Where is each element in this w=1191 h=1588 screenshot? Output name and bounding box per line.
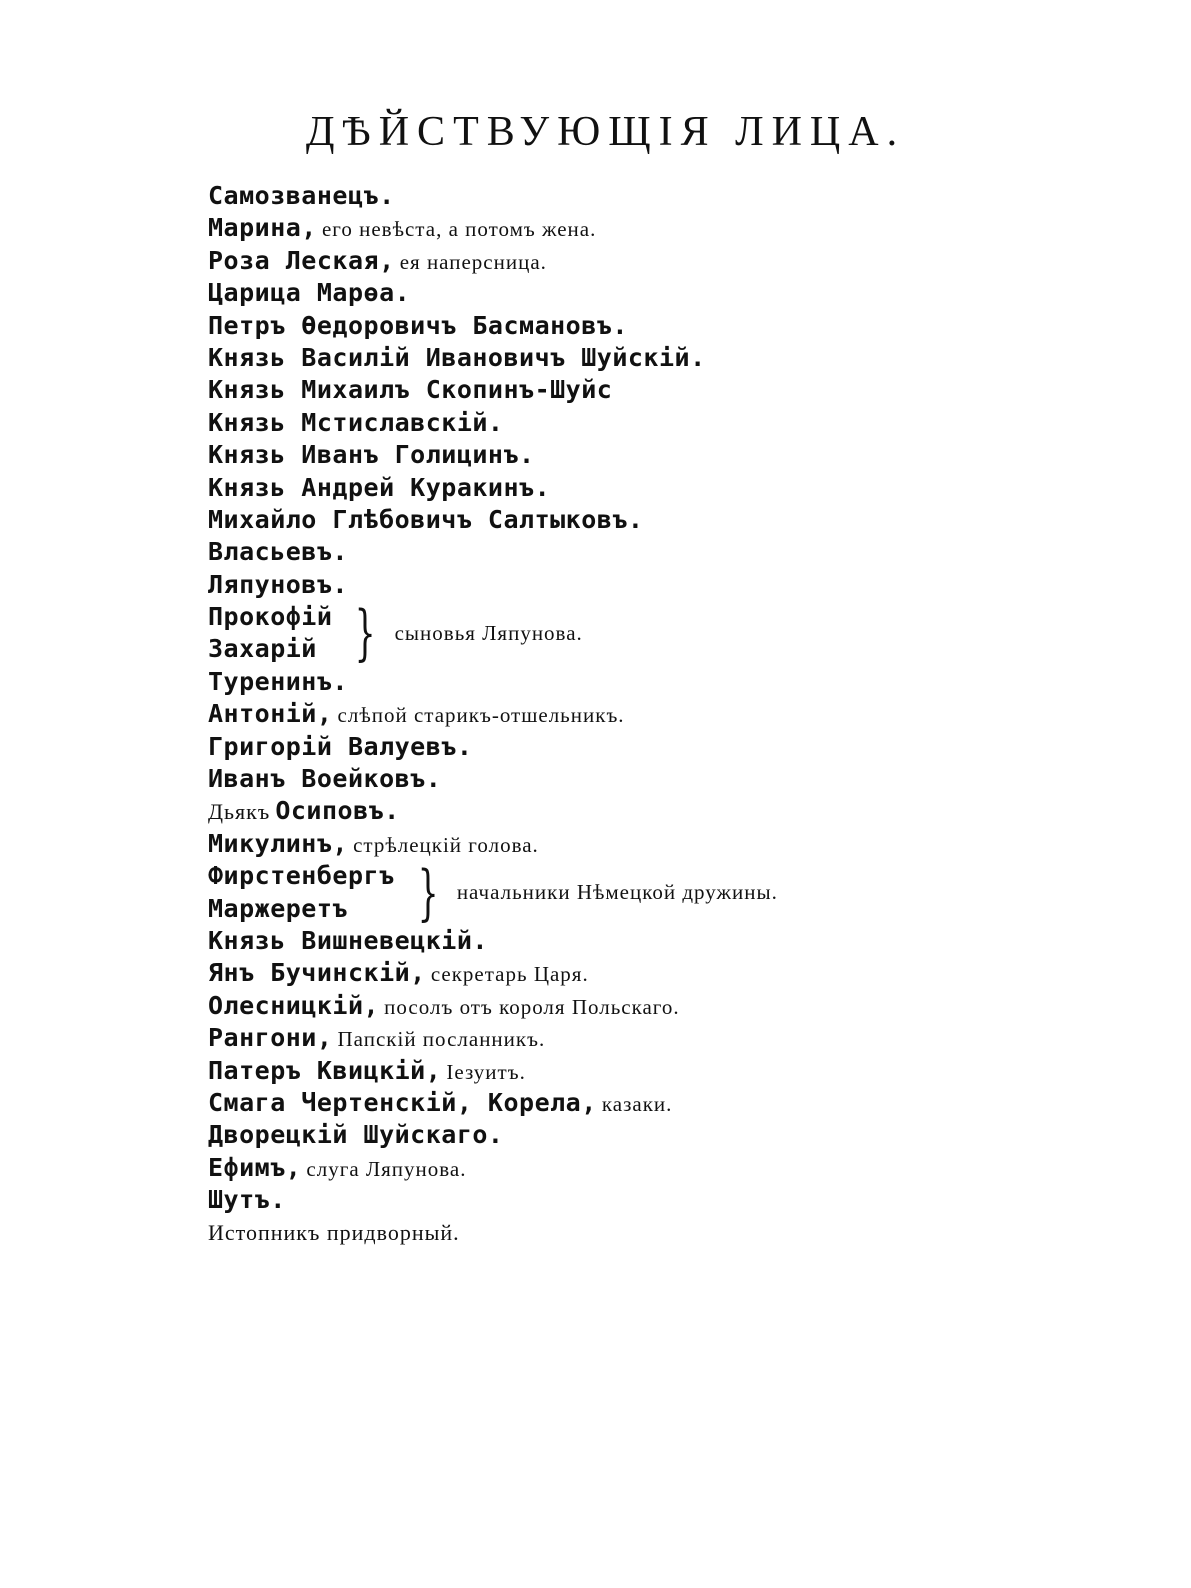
character-group	[208, 857, 1108, 928]
character-name: Самозванецъ.	[208, 181, 395, 210]
list-item	[208, 828, 1108, 860]
list-item	[208, 180, 1108, 212]
list-item	[208, 1119, 1108, 1151]
list-item	[208, 1152, 1108, 1184]
character-description: ея наперсница.	[399, 249, 547, 274]
character-name: Рангони,	[208, 1023, 333, 1053]
list-item	[208, 990, 1108, 1022]
character-description: посолъ отъ короля Польскаго.	[384, 994, 680, 1019]
character-name: Князь Мстиславскій.	[208, 407, 504, 437]
list-item	[208, 407, 1108, 439]
character-name: Князь Василій Ивановичъ Шуйскій.	[208, 342, 706, 372]
list-item	[208, 310, 1108, 342]
list-item	[208, 504, 1108, 536]
character-description: Папскій посланникъ.	[337, 1027, 546, 1052]
character-name: Власьевъ.	[208, 537, 348, 567]
list-item	[208, 698, 1108, 730]
list-item	[208, 666, 1108, 698]
list-item	[208, 1217, 1108, 1249]
character-name: Дворецкій Шуйскаго.	[208, 1120, 504, 1150]
character-group	[208, 598, 1108, 669]
list-item	[208, 374, 1108, 406]
character-name: Шутъ.	[208, 1185, 286, 1215]
list-item	[208, 731, 1108, 763]
list-item	[208, 439, 1108, 471]
character-name: Янъ Бучинскій,	[208, 958, 426, 988]
character-description: его невѣста, а потомъ жена.	[321, 217, 597, 242]
character-description: секретарь Царя.	[430, 962, 589, 987]
list-item	[208, 1087, 1108, 1119]
list-item	[208, 925, 1108, 957]
list-item	[208, 472, 1108, 504]
character-description: стрѣлецкій голова.	[353, 832, 539, 857]
character-name: Ляпуновъ.	[208, 569, 348, 599]
character-name: Петръ Ѳедоровичъ Басмановъ.	[208, 310, 628, 340]
character-name: Маржеретъ	[208, 893, 348, 923]
character-name: Олесницкій,	[208, 990, 380, 1020]
list-item	[208, 277, 1108, 309]
character-name: Иванъ Воейковъ.	[208, 764, 442, 794]
character-name: Григорій Валуевъ.	[208, 731, 473, 761]
character-name: Князь Иванъ Голицинъ.	[208, 440, 535, 470]
list-item	[208, 569, 1108, 601]
group-description: сыновья Ляпунова.	[394, 620, 583, 645]
character-name: Ефимъ,	[208, 1152, 302, 1182]
character-name: Захарій	[208, 634, 317, 664]
character-name: Смага Чертенскій, Корела,	[208, 1087, 597, 1117]
list-item	[208, 245, 1108, 277]
character-plain: Истопникъ придворный.	[208, 1219, 460, 1245]
list-item	[208, 212, 1108, 244]
character-description: казаки.	[601, 1091, 673, 1116]
character-description: слѣпой старикъ-отшельникъ.	[337, 703, 625, 728]
character-name: Прокофій	[208, 602, 333, 632]
character-name: Осиповъ.	[275, 796, 400, 826]
character-title: Дьякъ	[208, 799, 271, 825]
list-item	[208, 795, 1108, 827]
character-name: Князь Вишневецкій.	[208, 926, 488, 956]
character-name: Микулинъ,	[208, 828, 348, 858]
list-item	[208, 1022, 1108, 1054]
character-name: Роза Леская,	[208, 245, 395, 275]
list-item	[208, 1055, 1108, 1087]
brace-icon: }	[417, 857, 439, 928]
character-description: слуга Ляпунова.	[306, 1156, 467, 1181]
list-item	[208, 1184, 1108, 1216]
list-item	[208, 957, 1108, 989]
character-name: Фирстенбергъ	[208, 861, 395, 891]
character-name: Князь Михаилъ Скопинъ-Шуйс	[208, 375, 613, 405]
brace-icon: }	[355, 598, 377, 669]
character-name: Туренинъ.	[208, 666, 348, 696]
character-description: Іезуитъ.	[446, 1059, 526, 1084]
list-item	[208, 342, 1108, 374]
character-name: Антоній,	[208, 699, 333, 729]
character-name: Марина,	[208, 213, 317, 243]
list-item	[208, 536, 1108, 568]
character-name: Князь Андрей Куракинъ.	[208, 472, 551, 502]
page-title: ДѢЙСТВУЮЩІЯ ЛИЦА.	[305, 109, 906, 155]
character-name: Михайло Глѣбовичъ Салтыковъ.	[208, 504, 644, 534]
character-name: Патеръ Квицкій,	[208, 1055, 442, 1085]
list-item	[208, 763, 1108, 795]
group-description: начальники Нѣмецкой дружины.	[456, 880, 778, 905]
character-list	[208, 180, 1108, 1249]
character-name: Царица Марѳа.	[208, 278, 411, 308]
